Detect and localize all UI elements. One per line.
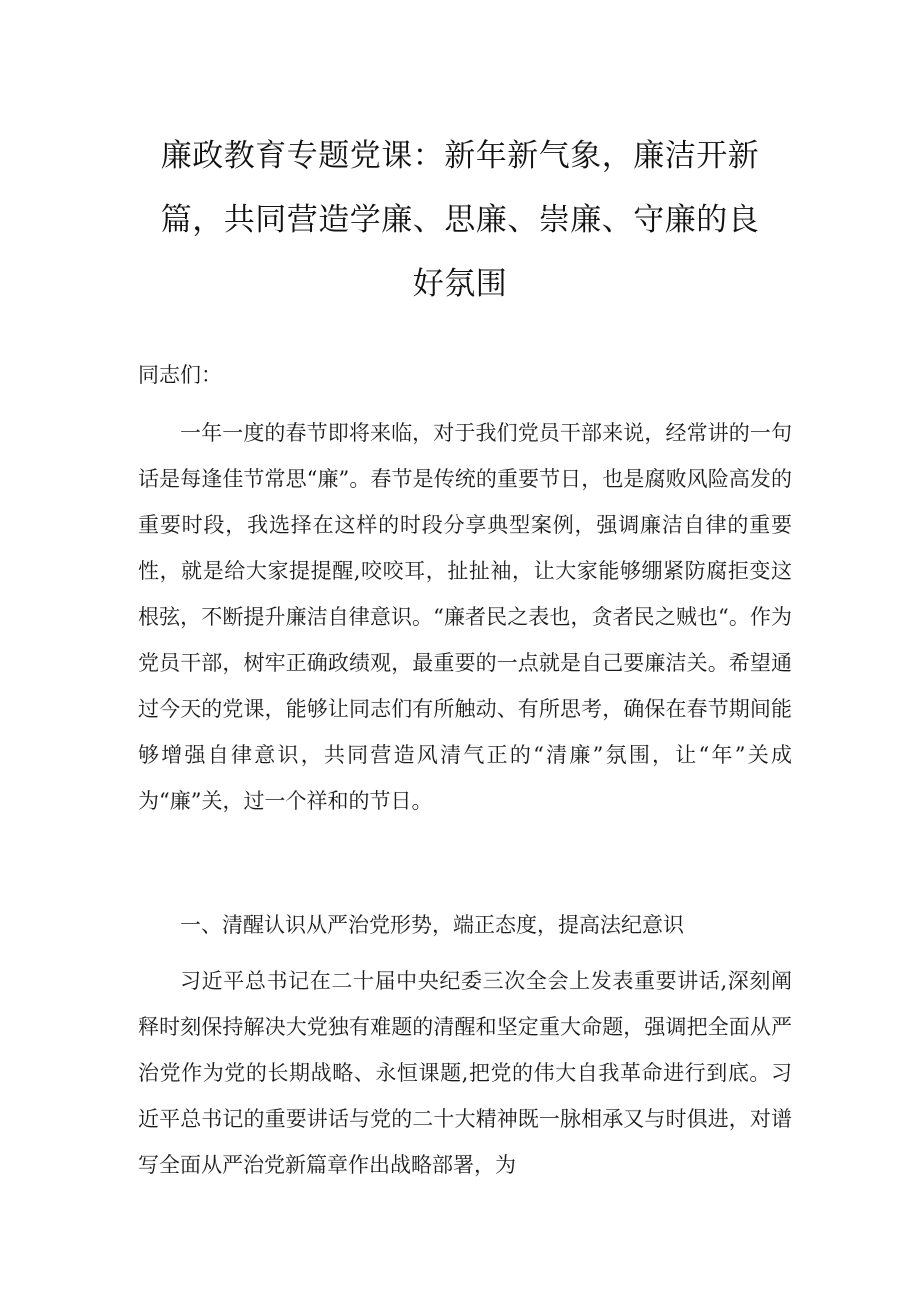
section-heading: 一、清醒认识从严治党形势，端正态度，提高法纪意识: [180, 913, 684, 937]
salutation: 同志们：: [138, 363, 222, 387]
document-title: 廉政教育专题党课：新年新气象，廉洁开新篇，共同营造学廉、思廉、崇廉、守廉的良好氛围: [160, 138, 760, 302]
paragraph-intro: 一年一度的春节即将来临，对于我们党员干部来说，经常讲的一句话是每逢佳节常思“廉”。春节是传统的重要节日，也是腐败风险高发的重要时段，我选择在这样的时段分享典型案例，强调廉洁自律的重要性，就是给大家提提醒,咬咬耳，扯扯袖，让大家能够绷紧防腐拒变这根弦，不断提升廉洁自律意识。“廉者民之表也，贪者民之贼也“。作为党员干部，树牢正确政绩观，最重要的一点就是自己要廉洁关。希望通过今天的党课，能够让同志们有所触动、有所思考，确保在春节期间能够增强自律意识，共同营造风清气正的“清廉”氛围，让“年”关成为“廉”关，过一个祥和的节日。: [138, 421, 792, 813]
paragraph-section-one: 习近平总书记在二十届中央纪委三次全会上发表重要讲话,深刻阐释时刻保持解决大党独有难题的清醒和坚定重大命题，强调把全面从严治党作为党的长期战略、永恒课题,把党的伟大自我革命进行到底。习近平总书记的重要讲话与党的二十大精神既一脉相承又与时俱进，对谱写全面从严治党新篇章作出战略部署，为: [138, 969, 792, 1177]
